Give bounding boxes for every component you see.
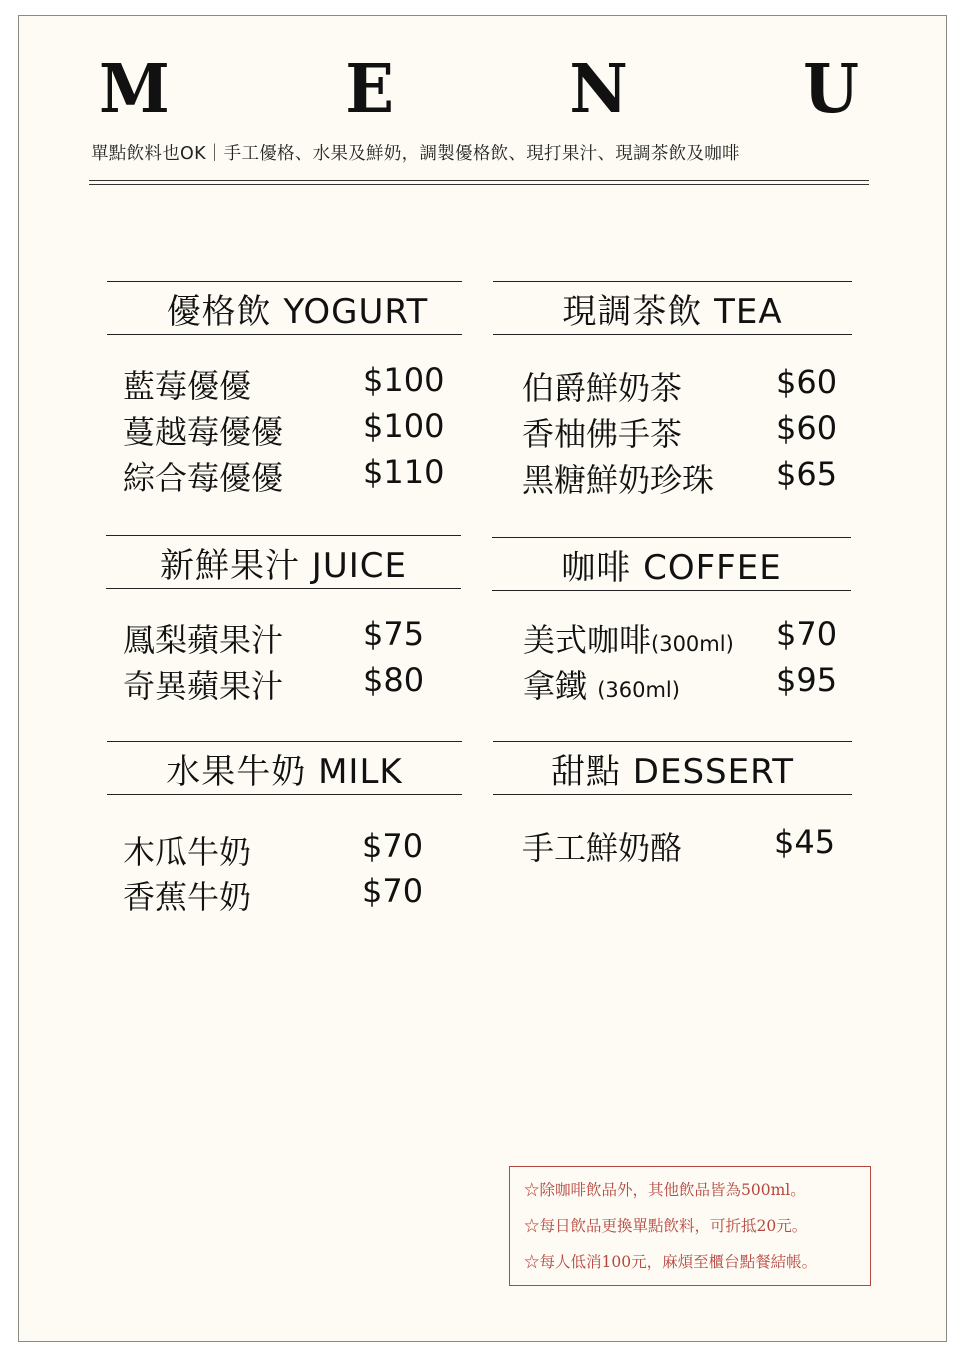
item-name (523, 615, 734, 661)
notes-box (509, 1166, 871, 1286)
menu-item (493, 363, 852, 409)
section-heading: 優格飲 YOGURT (107, 281, 462, 335)
item-name (523, 661, 680, 707)
title-letter: U (803, 49, 859, 129)
item-price: $70 (362, 872, 424, 910)
item-name: 綜合莓優優 (123, 459, 284, 497)
menu-item (493, 823, 852, 869)
item-volume: (360ml) (597, 678, 680, 702)
item-price: $60 (776, 363, 838, 401)
item-price: $60 (776, 409, 838, 447)
item-price: $75 (363, 615, 425, 653)
menu-item (106, 615, 461, 661)
item-name: 香柚佛手茶 (522, 415, 683, 453)
section-heading: 咖啡 COFFEE (492, 537, 851, 591)
divider (89, 180, 869, 181)
section-dessert (493, 741, 852, 867)
item-name: 鳳梨蘋果汁 (123, 621, 284, 659)
title-letter: M (99, 49, 170, 129)
item-name: 伯爵鮮奶茶 (522, 369, 683, 407)
menu-item (493, 409, 852, 455)
section-yogurt (107, 281, 462, 497)
menu-page (18, 15, 947, 1342)
note-line: ☆除咖啡飲品外，其他飲品皆為500ml。 (524, 1181, 806, 1199)
item-name-text: 拿鐵 (523, 667, 588, 705)
note-line: ☆每人低消100元，麻煩至櫃台點餐結帳。 (524, 1253, 818, 1271)
item-name: 木瓜牛奶 (123, 833, 252, 871)
menu-item (107, 872, 462, 918)
item-name-text: 美式咖啡 (523, 621, 652, 659)
item-name: 藍莓優優 (123, 367, 252, 405)
section-heading: 新鮮果汁 JUICE (106, 535, 461, 589)
item-price: $70 (362, 827, 424, 865)
item-price: $110 (363, 453, 445, 491)
menu-item (493, 455, 852, 501)
item-price: $95 (776, 661, 838, 699)
menu-title (99, 49, 859, 129)
section-juice (106, 535, 461, 705)
section-heading: 甜點 DESSERT (493, 741, 852, 795)
menu-subtitle: 單點飲料也OK｜手工優格、水果及鮮奶，調製優格飲、現打果汁、現調茶飲及咖啡 (91, 144, 740, 164)
item-name: 蔓越莓優優 (123, 413, 284, 451)
item-price: $70 (776, 615, 838, 653)
section-tea (493, 281, 852, 499)
title-letter: N (569, 49, 628, 129)
item-price: $45 (774, 823, 836, 861)
menu-item (492, 661, 851, 707)
item-price: $65 (776, 455, 838, 493)
menu-item (107, 453, 462, 499)
menu-item (107, 827, 462, 873)
item-name: 手工鮮奶酪 (522, 829, 683, 867)
note-line: ☆每日飲品更換單點飲料，可折抵20元。 (524, 1217, 808, 1235)
item-name: 香蕉牛奶 (123, 878, 252, 916)
menu-item (107, 361, 462, 407)
section-milk (107, 741, 462, 916)
section-coffee (492, 537, 851, 705)
menu-item (107, 407, 462, 453)
item-name: 黑糖鮮奶珍珠 (522, 461, 715, 499)
title-letter: E (345, 49, 394, 129)
item-volume: (300ml) (651, 632, 734, 656)
divider (89, 184, 869, 185)
menu-item (106, 661, 461, 707)
section-heading: 現調茶飲 TEA (493, 281, 852, 335)
section-heading: 水果牛奶 MILK (107, 741, 462, 795)
item-price: $80 (363, 661, 425, 699)
item-price: $100 (363, 407, 445, 445)
item-name: 奇異蘋果汁 (123, 667, 284, 705)
item-price: $100 (363, 361, 445, 399)
menu-item (492, 615, 851, 661)
